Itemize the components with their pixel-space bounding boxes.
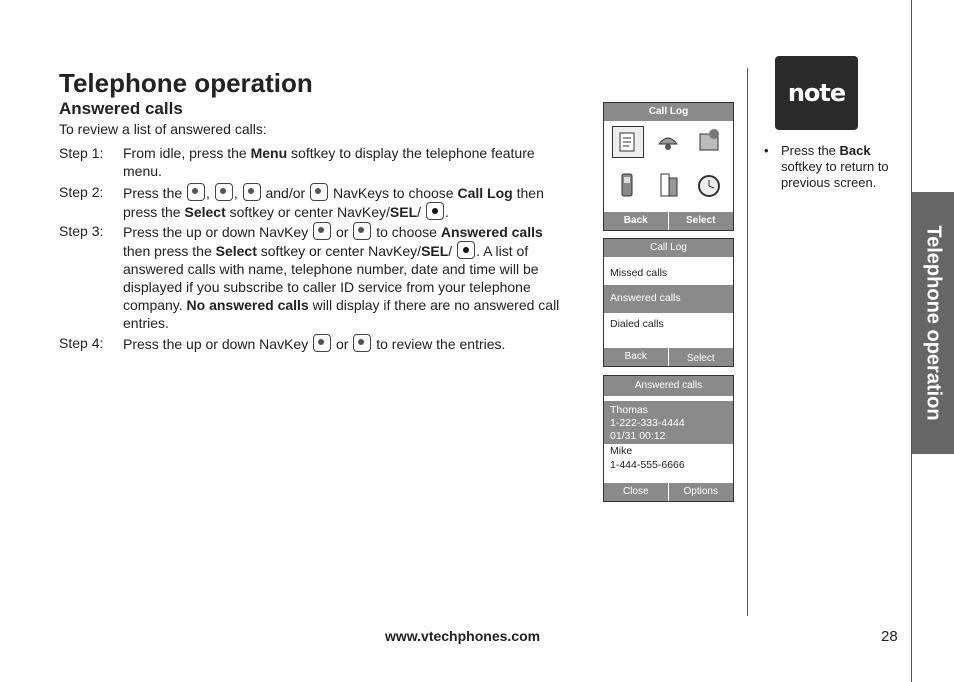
step-text: Press the , , and/or NavKeys to choose Call Log then press the Select softkey or center NavKey/SEL/ . [123,185,544,220]
clock-icon [694,170,724,200]
softkey-select: Select [686,215,716,226]
phone-screen-call-log-icons [603,102,734,231]
directory-icon [694,126,724,156]
step-text: From idle, press the Menu softkey to display the telephone feature menu. [123,145,535,179]
entry-name: Thomas [610,404,648,416]
navkey-up-icon [313,334,331,352]
column-divider [747,68,748,616]
navkey-center-icon [457,241,475,259]
handset-settings-icon [612,170,642,200]
step-text: Press the up or down NavKey or to review the entries. [123,336,506,352]
softkey-select: Select [686,353,715,364]
side-tab-label: Telephone operation [922,225,945,421]
screen-header: Answered calls [604,376,733,396]
ringer-icon [653,126,683,156]
list-item: Dialed calls [610,318,664,330]
footer-url: www.vtechphones.com [385,628,541,644]
page-number: 28 [881,628,898,645]
softkey-back: Back [604,348,669,366]
navkey-up-icon [313,222,331,240]
softkey-close: Close [604,483,669,501]
note-badge: note [775,56,858,130]
step-text: Press the up or down NavKey or to choose Answered calls then press the Select softkey or center NavKey/SEL/ . A list of answered calls with name, telephone number, date and time will be displayed if you subscribe to caller ID service from your telephone company. No answered calls will display if there are no answered call entries. [123,224,560,331]
section-title: Answered calls [59,99,183,118]
navkey-center-icon [426,202,444,220]
bullet-icon: • [764,143,769,158]
screen-header: Call Log [604,239,733,257]
navkey-down-icon [215,183,233,201]
navkey-left-icon [243,183,261,201]
entry-number: 1-222-333-4444 [610,417,685,429]
navkey-up-icon [187,183,205,201]
note-text: Press the Back softkey to return to previous screen. [781,143,889,190]
screen-footer [604,348,733,366]
navkey-down-icon [353,222,371,240]
step-label: Step 3: [59,223,104,239]
step-label: Step 2: [59,184,104,200]
navkey-down-icon [353,334,371,352]
entry-datetime: 01/31 00:12 [610,430,666,442]
call-log-icon [612,126,644,158]
screen-footer [604,483,733,501]
intro-text: To review a list of answered calls: [59,121,267,137]
side-tab [912,192,954,454]
phone-list-icon [653,170,683,200]
softkey-options: Options [683,486,718,497]
step-label: Step 1: [59,145,104,161]
screen-footer [604,212,733,230]
entry-name: Mike [610,445,633,457]
screen-header: Call Log [604,103,733,121]
list-item-selected: Answered calls [604,285,733,313]
navkey-right-icon [310,183,328,201]
phone-screen-call-log-list [603,238,734,367]
entry-number: 1-444-555-6666 [610,459,685,471]
page-title: Telephone operation [59,68,313,98]
list-item: Missed calls [610,267,668,279]
phone-screen-answered-calls [603,375,734,502]
entry-selected [604,401,733,444]
softkey-back: Back [604,212,669,230]
step-label: Step 4: [59,335,104,351]
